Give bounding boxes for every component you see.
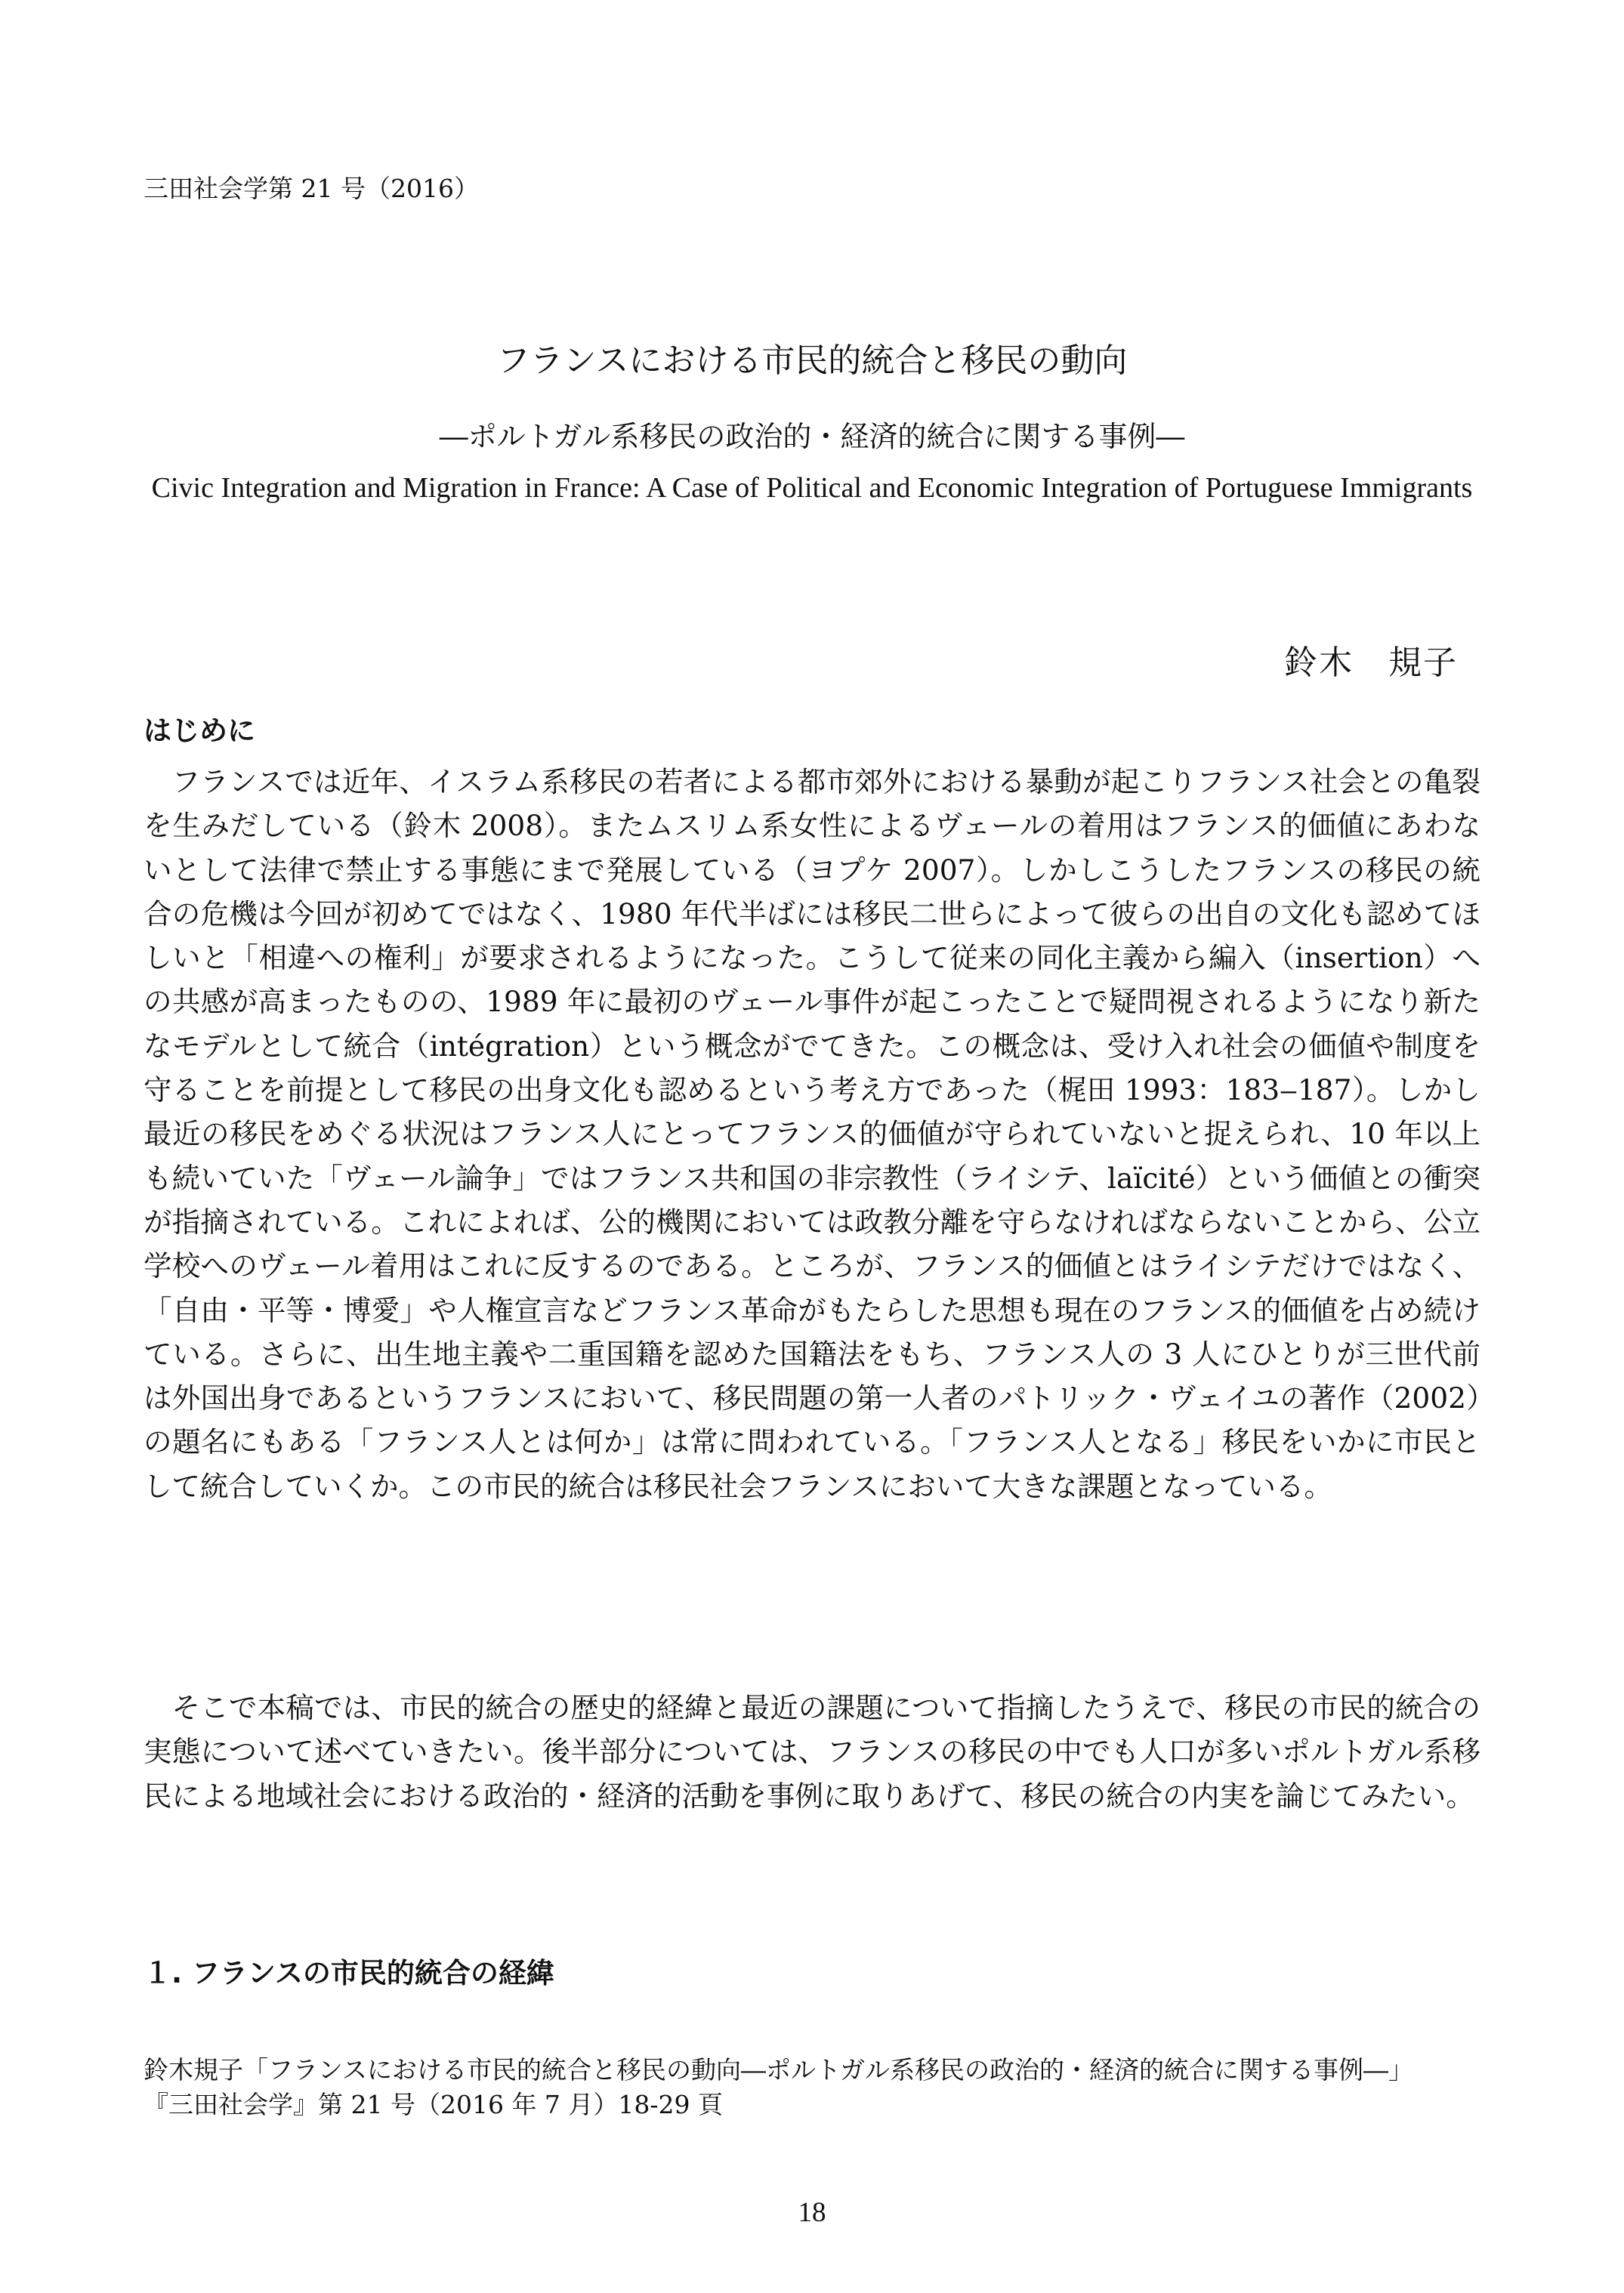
article-subtitle-japanese: ―ポルトガル系移民の政治的・経済的統合に関する事例― (439, 420, 1185, 453)
intro-paragraph-2 (144, 1686, 1480, 1818)
intro-heading: はじめに (144, 714, 255, 747)
page-number: 18 (798, 2197, 826, 2228)
citation-footer (144, 2053, 1496, 2122)
running-head: 三田社会学第 21 号（2016） (144, 174, 479, 203)
citation-line-2: 『三田社会学』第 21 号（2016 年 7 月）18-29 頁 (144, 2090, 724, 2119)
paragraph-text: そこで本稿では、市民的統合の歴史的経緯と最近の課題について指摘したうえで、移民の市民的統合の実態について述べていきたい。後半部分については、フランスの移民の中でも人口が多いポルトガル系移民による地域社会における政治的・経済的活動を事例に取りあげて、移民の統合の内実を論じてみたい。 (144, 1691, 1480, 1813)
article-title-english: Civic Integration and Migration in France: A Case of Political and Economic Integration of Portuguese Immigrants (151, 472, 1473, 504)
author-name: 鈴木 規子 (1284, 643, 1458, 682)
article-title-japanese: フランスにおける市民的統合と移民の動向 (496, 341, 1128, 380)
section-1-heading: １. フランスの市民的統合の経緯 (144, 1957, 554, 1989)
paragraph-text: フランスでは近年、イスラム系移民の若者による都市郊外における暴動が起こりフランス社会との亀裂を生みだしている（鈴木 2008）。またムスリム系女性によるヴェールの着用はフランス的価値にあわないとして法律で禁止する事態にまで発展している（ヨプケ 2007）。しかしこうしたフランスの移民の統合の危機は今回が初めてではなく、1980 年代半ばには移民二世らによって彼らの出自の文化も認めてほしいと「相違への権利」が要求されるようになった。こうして従来の同化主義から編入（insertion）への共感が高まったものの、1989 年に最初のヴェール事件が起こったことで疑問視されるようになり新たなモデルとして統合（intégration）という概念がでてきた。この概念は、受け入れ社会の価値や制度を守ることを前提として移民の出身文化も認めるという考え方であった（梶田 1993：183‒187）。しかし最近の移民をめぐる状況はフランス人にとってフランス的価値が守られていないと捉えられ、10 年以上も続いていた「ヴェール論争」ではフランス共和国の非宗教性（ライシテ、laïcité）という価値との衝突が指摘されている。これによれば、公的機関においては政教分離を守らなければならないことから、公立学校へのヴェール着用はこれに反するのである。ところが、フランス的価値とはライシテだけではなく、「自由・平等・博愛」や人権宣言などフランス革命がもたらした思想も現在のフランス的価値を占め続けている。さらに、出生地主義や二重国籍を認めた国籍法をもち、フランス人の 3 人にひとりが三世代前は外国出身であるというフランスにおいて、移民問題の第一人者のパトリック・ヴェイユの著作（2002）の題名にもある「フランス人とは何か」は常に問われている。「フランス人となる」移民をいかに市民として統合していくか。この市民的統合は移民社会フランスにおいて大きな課題となっている。 (144, 765, 1480, 1503)
citation-line-1: 鈴木規子「フランスにおける市民的統合と移民の動向―ポルトガル系移民の政治的・経済的統合に関する事例―」 (144, 2055, 1414, 2085)
intro-paragraph-1 (144, 760, 1480, 1508)
